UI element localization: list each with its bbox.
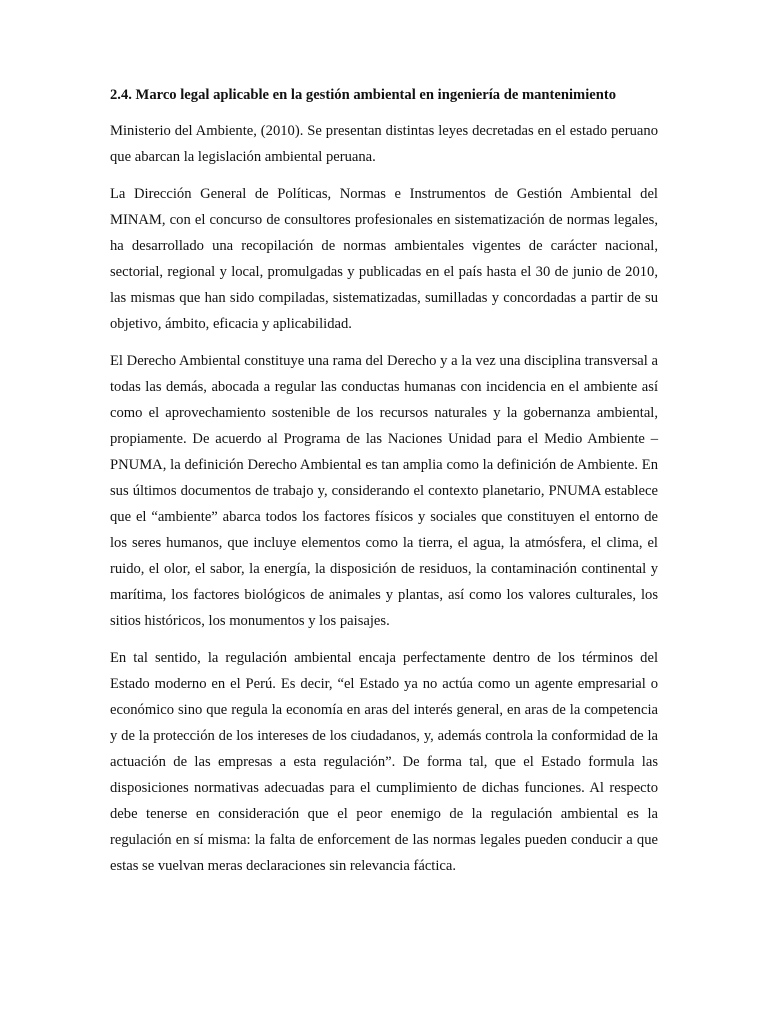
paragraph-regulacion-ambiental: En tal sentido, la regulación ambiental encaja perfectamente dentro de los términos del Estado moderno en el Perú. Es decir, “el Estado ya no actúa como un agente empresarial o económico sino que regula la economía en aras del interés general, en aras de la competencia y de la protección de los intereses de los ciudadanos, y, además controla la conformidad de la actuación de las empresas a esta regulación”. De forma tal, que el Estado formula las disposiciones normativas adecuadas para el cumplimiento de dichas funciones. Al respecto debe tenerse en consideración que el peor enemigo de la regulación ambiental es la regulación en sí misma: la falta de enforcement de las normas legales pueden conducir a que estas se vuelvan meras declaraciones sin relevancia fáctica.	[110, 650, 658, 874]
document-page	[110, 84, 658, 890]
paragraph-ministerio: Ministerio del Ambiente, (2010). Se presentan distintas leyes decretadas en el estado peruano que abarcan la legislación ambiental peruana.	[110, 123, 658, 165]
paragraph-derecho-ambiental: El Derecho Ambiental constituye una rama del Derecho y a la vez una disciplina transversal a todas las demás, abocada a regular las conductas humanas con incidencia en el ambiente así como el aprovechamiento sostenible de los recursos naturales y la gobernanza ambiental, propiamente. De acuerdo al Programa de las Naciones Unidad para el Medio Ambiente – PNUMA, la definición Derecho Ambiental es tan amplia como la definición de Ambiente. En sus últimos documentos de trabajo y, considerando el contexto planetario, PNUMA establece que el “ambiente” abarca todos los factores físicos y sociales que constituyen el entorno de los seres humanos, que incluye elementos como la tierra, el agua, la atmósfera, el clima, el ruido, el olor, el sabor, la energía, la disposición de residuos, la contaminación continental y marítima, los factores biológicos de animales y plantas, así como los valores culturales, los sitios históricos, los monumentos y los paisajes.	[110, 353, 658, 629]
section-heading: 2.4. Marco legal aplicable en la gestión ambiental en ingeniería de mantenimiento	[110, 87, 617, 103]
paragraph-direccion-general: La Dirección General de Políticas, Normas e Instrumentos de Gestión Ambiental del MINAM, con el concurso de consultores profesionales en sistematización de normas legales, ha desarrollado una recopilación de normas ambientales vigentes de carácter nacional, sectorial, regional y local, promulgadas y publicadas en el país hasta el 30 de junio de 2010, las mismas que han sido compiladas, sistematizadas, sumilladas y concordadas a partir de su objetivo, ámbito, eficacia y aplicabilidad.	[110, 186, 658, 332]
